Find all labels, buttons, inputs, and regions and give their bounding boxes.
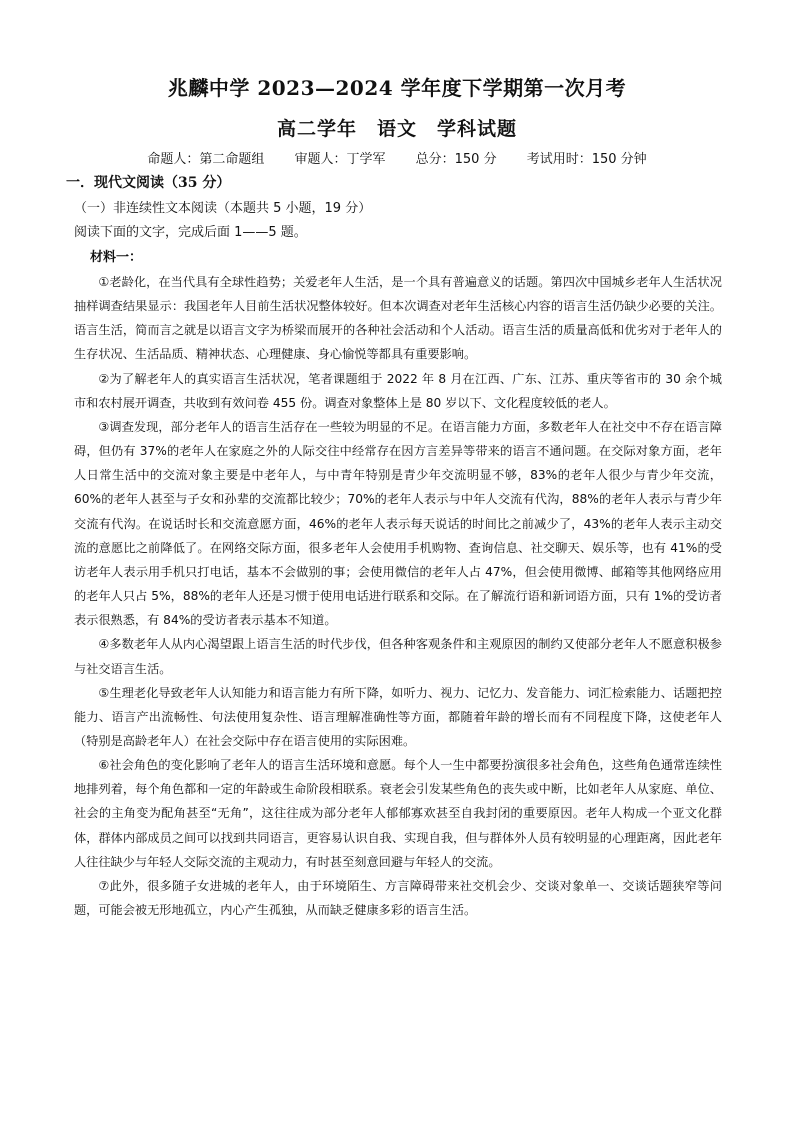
paragraph-7: ⑦此外，很多随子女进城的老年人，由于环境陌生、方言障碍带来社交机会少、交谈对象单一、交谈话题狭窄等问题，可能会被无形地孤立，内心产生孤独，从而缺乏健康多彩的语言生活。 xyxy=(74,878,722,918)
exam-time: 考试用时：150 分钟 xyxy=(526,152,647,167)
exam-subtitle: 高二学年 语文 学科试题 xyxy=(276,118,517,140)
question-setter: 命题人：第二命题组 xyxy=(147,152,265,167)
paragraph-1: ①老龄化，在当代具有全球性趋势；关爱老年人生活，是一个具有普遍意义的话题。第四次中国城乡老年人生活状况抽样调查结果显示：我国老年人目前生活状况整体较好。但本次调查对老年生活核心内容的语言生活仍缺少必要的关注。语言生活，简而言之就是以语言文字为桥梁而展开的各种社会活动和个人活动。语言生活的质量高低和优劣对于老年人的生存状况、生活品质、精神状态、心理健康、身心愉悦等都具有重要影响。 xyxy=(74,275,722,362)
paragraph-6: ⑥社会角色的变化影响了老年人的语言生活环境和意愿。每个人一生中都要扮演很多社会角色，这些角色通常连续性地排列着，每个角色都和一定的年龄或生命阶段相联系。衰老会引发某些角色的丧失或中断，比如老年人从家庭、单位、社会的主角变为配角甚至“无角”，这往往成为部分老年人郁郁寡欢甚至自我封闭的重要原因。老年人构成一个亚文化群体，群体内部成员之间可以找到共同语言，更容易认识自我、实现自我，但与群体外人员有较明显的心理距离，因此老年人往往缺少与年轻人交际交流的主观动力，有时甚至刻意回避与年轻人的交流。 xyxy=(74,758,722,869)
section-heading: 一．现代文阅读（35 分） xyxy=(66,175,231,191)
paragraph-4: ④多数老年人从内心渴望跟上语言生活的时代步伐，但各种客观条件和主观原因的制约又使部分老年人不愿意积极参与社交语言生活。 xyxy=(74,637,722,676)
exam-meta xyxy=(0,148,794,167)
paragraph-3: ③调查发现，部分老年人的语言生活存在一些较为明显的不足。在语言能力方面，多数老年人在社交中不存在语言障碍，但仍有 37%的老年人在家庭之外的人际交往中经常存在因方言差异等带来的语言不通问题。在交际对象方面，老年人日常生活中的交流对象主要是中老年人，与中青年特别是青少年交流明显不够，83%的老年人很少与青少年交流，60%的老年人甚至与子女和孙辈的交流都比较少；70%的老年人表示与中年人交流有代沟，88%的老年人表示与青少年交流有代沟。在说话时长和交流意愿方面，46%的老年人表示每天说话的时间比之前减少了，43%的老年人表示主动交流的意愿比之前降低了。在网络交际方面，很多老年人会使用手机购物、查询信息、社交聊天、娱乐等，也有 41%的受访老年人表示用手机只打电话，基本不会做别的事；会使用微信的老年人占 47%，但会使用微博、邮箱等其他网络应用的老年人只占 5%，88%的老年人还是习惯于使用电话进行联系和交际。在了解流行语和新词语方面，只有 1%的受访者表示很熟悉，有 84%的受访者表示基本不知道。 xyxy=(74,419,722,628)
material-label: 材料一： xyxy=(90,250,143,265)
reading-instruction: 阅读下面的文字，完成后面 1——5 题。 xyxy=(74,225,307,240)
total-score: 总分：150 分 xyxy=(415,152,497,167)
subsection-heading: （一）非连续性文本阅读（本题共 5 小题，19 分） xyxy=(74,201,372,216)
paragraph-2: ②为了解老年人的真实语言生活状况，笔者课题组于 2022 年 8 月在江西、广东、江苏、重庆等省市的 30 余个城市和农村展开调查，共收到有效问卷 455 份。调查对象整体上是 80 岁以下、文化程度较低的老人。 xyxy=(74,371,722,410)
paragraph-5: ⑤生理老化导致老年人认知能力和语言能力有所下降，如听力、视力、记忆力、发音能力、词汇检索能力、话题把控能力、语言产出流畅性、句法使用复杂性、语言理解准确性等方面，都随着年龄的增长而有不同程度下降，这使老年人（特别是高龄老年人）在社会交际中存在语言使用的实际困难。 xyxy=(74,685,722,748)
exam-title: 兆麟中学 2023—2024 学年度下学期第一次月考 xyxy=(167,76,627,100)
reviewer: 审题人：丁学军 xyxy=(294,152,386,167)
passage-body xyxy=(74,270,722,922)
